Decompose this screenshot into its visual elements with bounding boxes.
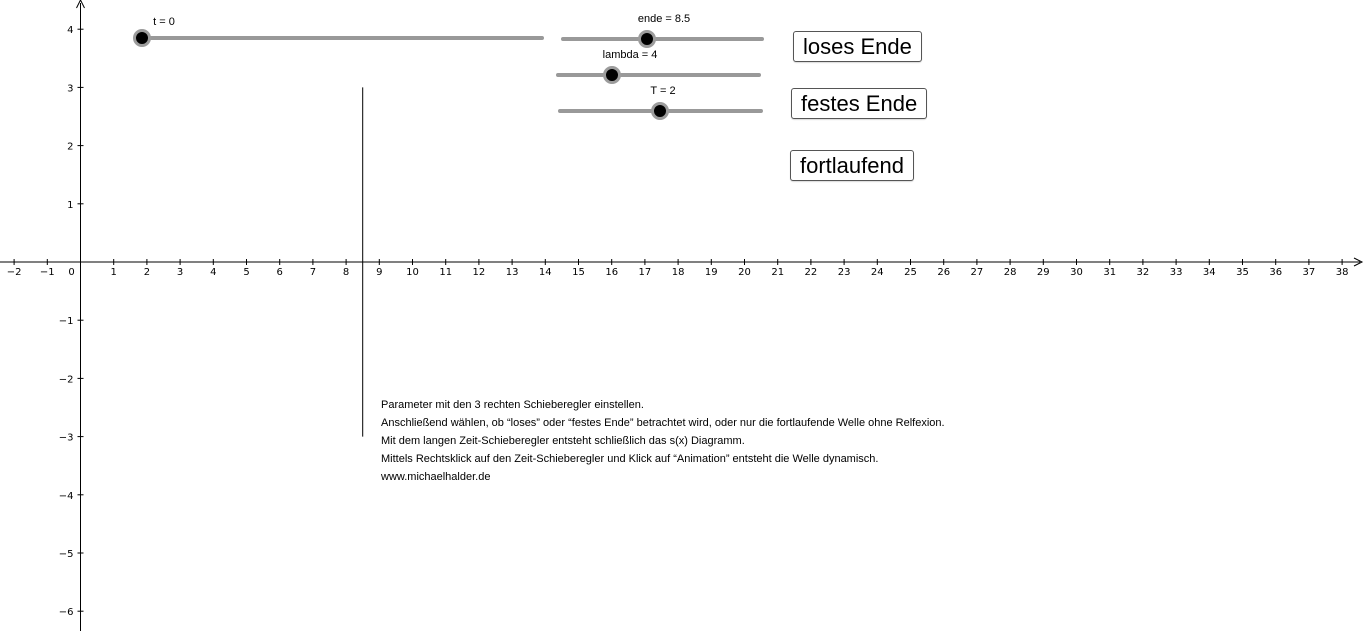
t-slider-track[interactable] <box>142 36 544 40</box>
x-tick-label: 20 <box>738 267 751 278</box>
x-tick-label: 5 <box>243 267 250 278</box>
lambda-slider-track[interactable] <box>556 73 761 77</box>
x-tick-label: 25 <box>904 267 917 278</box>
x-tick-label: 12 <box>472 267 486 278</box>
x-tick-label: 6 <box>276 267 283 278</box>
x-tick-label: −2 <box>6 267 22 278</box>
x-tick-label: 30 <box>1070 267 1083 278</box>
y-tick-label: 2 <box>67 141 74 153</box>
x-tick-label: 36 <box>1269 267 1283 278</box>
x-tick-label: 1 <box>110 267 117 278</box>
x-tick-label: 38 <box>1335 267 1349 278</box>
x-tick-label: 34 <box>1202 267 1216 278</box>
lambda-slider-knob[interactable] <box>603 66 621 84</box>
y-tick-label: −1 <box>58 316 74 328</box>
y-tick-label: 4 <box>67 25 74 37</box>
info-line-3: Mit dem langen Zeit-Schieberegler entsteht schließlich das s(x) Diagramm. <box>381 435 745 447</box>
info-line-2: Anschließend wählen, ob “loses” oder “festes Ende” betrachtet wird, oder nur die fortlaufende Welle ohne Relfexion. <box>381 417 945 429</box>
x-tick-label: 29 <box>1036 267 1050 278</box>
instructions-text <box>381 396 945 486</box>
x-tick-label: 14 <box>538 267 552 278</box>
x-tick-label: 9 <box>376 267 383 278</box>
x-tick-label: 35 <box>1236 267 1249 278</box>
x-tick-label: 15 <box>572 267 585 278</box>
info-line-4: Mittels Rechtsklick auf den Zeit-Schieberegler und Klick auf “Animation” entsteht die Welle dynamisch. <box>381 453 879 465</box>
x-tick-label: 32 <box>1136 267 1150 278</box>
x-tick-label: −1 <box>39 267 55 278</box>
x-tick-label: 0 <box>68 267 75 278</box>
x-tick-label: 17 <box>638 267 652 278</box>
y-tick-label: −2 <box>58 374 74 386</box>
ende-slider-label: ende = 8.5 <box>637 13 691 25</box>
lambda-slider-label: lambda = 4 <box>602 49 658 61</box>
x-tick-label: 37 <box>1302 267 1316 278</box>
x-tick-label: 11 <box>439 267 453 278</box>
x-tick-label: 8 <box>342 267 350 278</box>
y-tick-label: −5 <box>58 549 74 560</box>
x-tick-label: 13 <box>505 267 519 278</box>
y-tick-label: 1 <box>67 199 74 211</box>
x-tick-label: 2 <box>143 267 151 278</box>
t-slider-label: t = 0 <box>153 16 175 28</box>
ende-slider-knob[interactable] <box>638 30 656 48</box>
y-tick-label: −4 <box>58 490 74 502</box>
x-tick-label: 27 <box>970 267 984 278</box>
x-tick-label: 22 <box>804 267 818 278</box>
info-line-1: Parameter mit den 3 rechten Schieberegler einstellen. <box>381 399 644 411</box>
T-slider-knob[interactable] <box>651 102 669 120</box>
x-tick-label: 7 <box>309 267 317 278</box>
x-tick-label: 18 <box>671 267 685 278</box>
x-tick-label: 31 <box>1103 267 1117 278</box>
x-tick-label: 19 <box>704 267 718 278</box>
loses-ende-button[interactable]: loses Ende <box>793 31 922 62</box>
y-tick-label: −3 <box>58 432 74 444</box>
x-tick-label: 33 <box>1169 267 1183 278</box>
x-tick-label: 3 <box>176 267 184 278</box>
y-tick-label: −6 <box>58 607 74 619</box>
x-tick-label: 4 <box>210 267 217 278</box>
t-slider-knob[interactable] <box>133 29 151 47</box>
T-slider-label: T = 2 <box>650 85 676 97</box>
x-tick-label: 21 <box>771 267 785 278</box>
x-tick-label: 10 <box>406 267 419 278</box>
x-tick-label: 28 <box>1003 267 1017 278</box>
x-tick-label: 23 <box>837 267 851 278</box>
x-tick-label: 26 <box>937 267 951 278</box>
ende-slider-track[interactable] <box>561 37 764 41</box>
fortlaufend-button[interactable]: fortlaufend <box>790 150 914 181</box>
info-line-5: www.michaelhalder.de <box>381 471 491 483</box>
festes-ende-button[interactable]: festes Ende <box>791 88 927 119</box>
x-tick-label: 24 <box>870 267 884 278</box>
x-tick-label: 16 <box>605 267 619 278</box>
y-tick-label: 3 <box>67 83 74 95</box>
